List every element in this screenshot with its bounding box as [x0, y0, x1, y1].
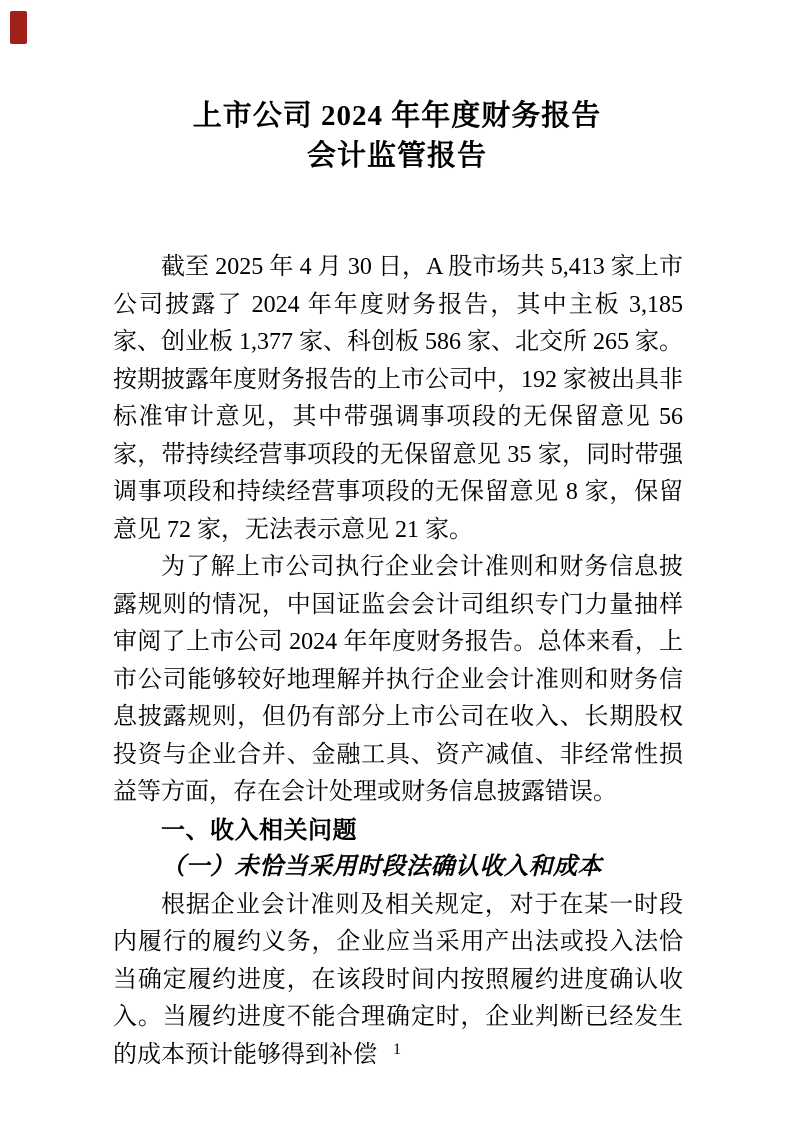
subsection-heading-time-period-method: （一）未恰当采用时段法确认收入和成本 [161, 854, 602, 880]
paragraph-accounting-rules: 根据企业会计准则及相关规定，对于在某一时段内履行的履约义务，企业应当采用产出法或投入法恰当确定履约进度，在该段时间内按照履约进度确认收入。当履约进度不能合理确定时，企业判断已经发生的成本预计能够得到补偿 [113, 891, 683, 1068]
title-line-2: 会计监管报告 [306, 140, 487, 172]
title-line-1: 上市公司 2024 年年度财务报告 [192, 100, 602, 132]
paragraph-disclosure-stats: 截至 2025 年 4 月 30 日，A 股市场共 5,413 家上市公司披露了 2024 年年度财务报告，其中主板 3,185 家、创业板 1,377 家、科创板 586 家、北交所 265 家。按期披露年度财务报告的上市公司中，192 家被出具非标准审计意见，其中带强调事项段的无保留意见 56 家，带持续经营事项段的无保留意见 35 家，同时带强调事项段和持续经营事项段的无保留意见 8 家，保留意见 72 家，无法表示意见 21 家。 [113, 254, 683, 543]
document-title [0, 96, 794, 176]
red-corner-mark [10, 11, 27, 44]
page-number: 1 [393, 1041, 401, 1058]
section-heading-revenue-issues: 一、收入相关问题 [161, 816, 357, 844]
document-body [113, 249, 683, 1074]
paragraph-review-overview: 为了解上市公司执行企业会计准则和财务信息披露规则的情况，中国证监会会计司组织专门力量抽样审阅了上市公司 2024 年年度财务报告。总体来看，上市公司能够较好地理解并执行企业会计准则和财务信息披露规则，但仍有部分上市公司在收入、长期股权投资与企业合并、金融工具、资产减值、非经常性损益等方面，存在会计处理或财务信息披露错误。 [113, 554, 683, 805]
